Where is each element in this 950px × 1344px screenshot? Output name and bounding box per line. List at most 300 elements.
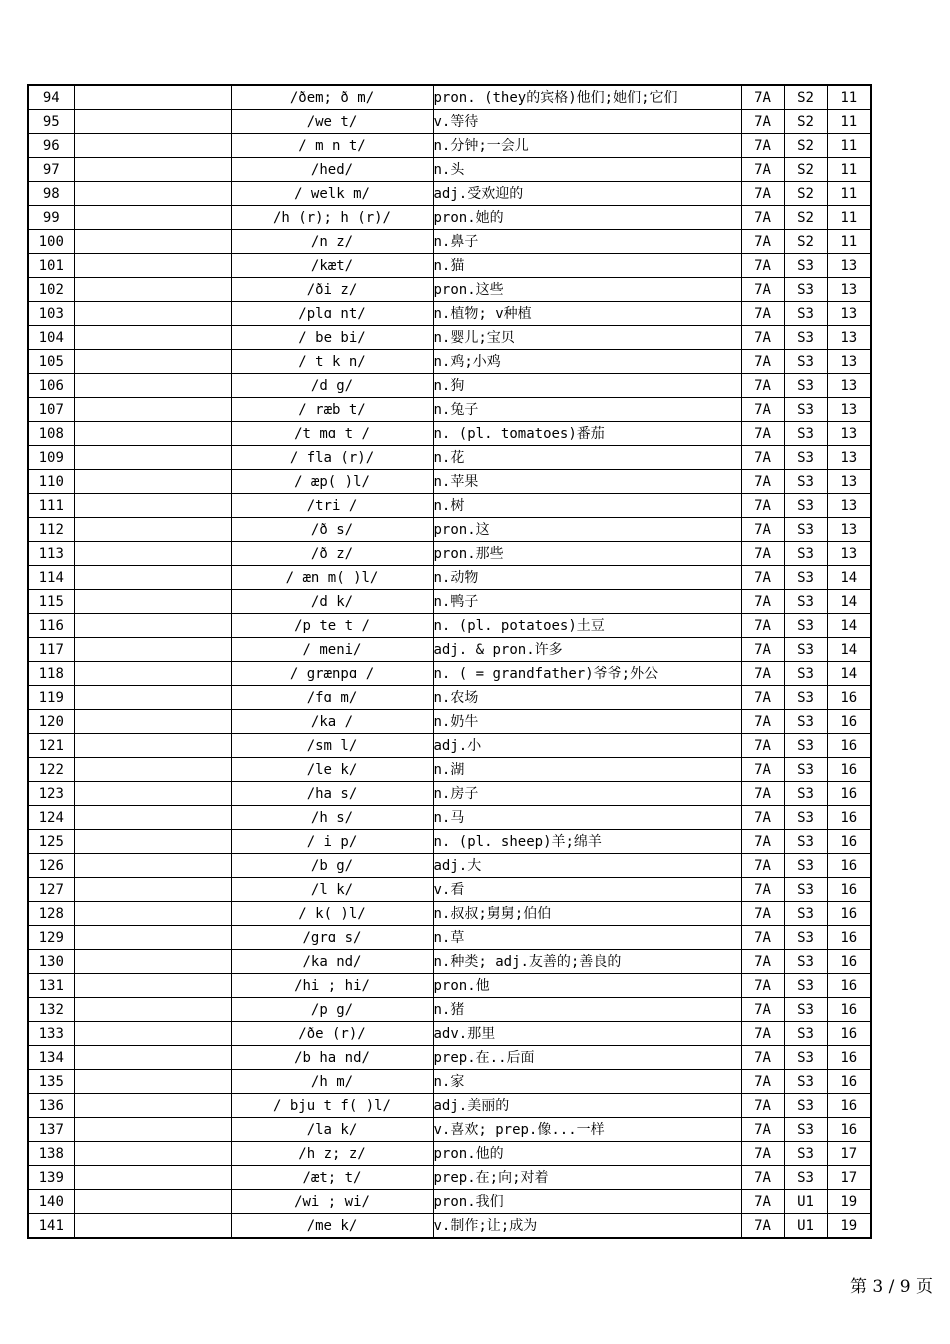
entry-word <box>74 878 231 902</box>
entry-word <box>74 854 231 878</box>
entry-unit: S2 <box>784 158 827 182</box>
entry-page: 16 <box>827 1094 871 1118</box>
entry-word <box>74 302 231 326</box>
entry-page: 16 <box>827 902 871 926</box>
entry-word <box>74 230 231 254</box>
entry-unit: S3 <box>784 398 827 422</box>
table-row <box>28 878 871 902</box>
entry-number: 133 <box>28 1022 74 1046</box>
entry-grade: 7A <box>741 518 784 542</box>
entry-phonetic: /h s/ <box>231 806 433 830</box>
entry-grade: 7A <box>741 206 784 230</box>
entry-unit: S3 <box>784 614 827 638</box>
table-row <box>28 974 871 998</box>
entry-unit: S3 <box>784 974 827 998</box>
table-row <box>28 782 871 806</box>
entry-grade: 7A <box>741 1118 784 1142</box>
entry-number: 134 <box>28 1046 74 1070</box>
entry-number: 110 <box>28 470 74 494</box>
entry-number: 112 <box>28 518 74 542</box>
table-row <box>28 566 871 590</box>
entry-word <box>74 830 231 854</box>
entry-definition: n.分钟;一会儿 <box>433 134 741 158</box>
entry-page: 16 <box>827 998 871 1022</box>
entry-grade: 7A <box>741 302 784 326</box>
table-row <box>28 302 871 326</box>
table-row <box>28 1022 871 1046</box>
entry-unit: S3 <box>784 278 827 302</box>
table-row <box>28 446 871 470</box>
entry-unit: S2 <box>784 230 827 254</box>
entry-definition: n.鸡;小鸡 <box>433 350 741 374</box>
entry-number: 105 <box>28 350 74 374</box>
entry-number: 127 <box>28 878 74 902</box>
entry-page: 13 <box>827 518 871 542</box>
entry-unit: S3 <box>784 662 827 686</box>
entry-definition: n.鸭子 <box>433 590 741 614</box>
entry-definition: pron.他 <box>433 974 741 998</box>
entry-grade: 7A <box>741 1214 784 1239</box>
entry-definition: v.等待 <box>433 110 741 134</box>
entry-phonetic: /h z; z/ <box>231 1142 433 1166</box>
table-row <box>28 182 871 206</box>
entry-definition: n.叔叔;舅舅;伯伯 <box>433 902 741 926</box>
entry-grade: 7A <box>741 1190 784 1214</box>
entry-phonetic: /tri / <box>231 494 433 518</box>
entry-word <box>74 518 231 542</box>
entry-unit: U1 <box>784 1190 827 1214</box>
entry-word <box>74 638 231 662</box>
entry-phonetic: /n z/ <box>231 230 433 254</box>
entry-number: 131 <box>28 974 74 998</box>
entry-unit: S3 <box>784 518 827 542</box>
entry-unit: S3 <box>784 1022 827 1046</box>
entry-unit: S3 <box>784 782 827 806</box>
entry-page: 19 <box>827 1214 871 1239</box>
entry-page: 16 <box>827 758 871 782</box>
table-row <box>28 494 871 518</box>
table-row <box>28 1070 871 1094</box>
entry-phonetic: / æp( )l/ <box>231 470 433 494</box>
entry-page: 11 <box>827 230 871 254</box>
entry-unit: S3 <box>784 758 827 782</box>
entry-phonetic: /fɑ m/ <box>231 686 433 710</box>
entry-page: 16 <box>827 1022 871 1046</box>
entry-number: 125 <box>28 830 74 854</box>
entry-grade: 7A <box>741 134 784 158</box>
entry-definition: n.猫 <box>433 254 741 278</box>
entry-grade: 7A <box>741 1046 784 1070</box>
entry-grade: 7A <box>741 662 784 686</box>
entry-number: 95 <box>28 110 74 134</box>
table-row <box>28 1142 871 1166</box>
entry-word <box>74 422 231 446</box>
entry-phonetic: / i p/ <box>231 830 433 854</box>
entry-phonetic: / grænpɑ / <box>231 662 433 686</box>
entry-definition: n.鼻子 <box>433 230 741 254</box>
entry-phonetic: /l k/ <box>231 878 433 902</box>
vocabulary-sheet <box>27 84 872 1239</box>
entry-grade: 7A <box>741 1070 784 1094</box>
entry-number: 99 <box>28 206 74 230</box>
entry-number: 113 <box>28 542 74 566</box>
entry-definition: pron.这些 <box>433 278 741 302</box>
entry-phonetic: /grɑ s/ <box>231 926 433 950</box>
table-row <box>28 758 871 782</box>
entry-word <box>74 926 231 950</box>
entry-definition: pron. (they的宾格)他们;她们;它们 <box>433 85 741 110</box>
entry-number: 140 <box>28 1190 74 1214</box>
entry-number: 114 <box>28 566 74 590</box>
entry-number: 128 <box>28 902 74 926</box>
entry-unit: S3 <box>784 1094 827 1118</box>
entry-number: 120 <box>28 710 74 734</box>
entry-number: 122 <box>28 758 74 782</box>
entry-phonetic: /d g/ <box>231 374 433 398</box>
entry-phonetic: /we t/ <box>231 110 433 134</box>
entry-phonetic: / m n t/ <box>231 134 433 158</box>
entry-phonetic: / t k n/ <box>231 350 433 374</box>
entry-phonetic: / k( )l/ <box>231 902 433 926</box>
table-row <box>28 1166 871 1190</box>
entry-grade: 7A <box>741 1142 784 1166</box>
entry-number: 107 <box>28 398 74 422</box>
entry-grade: 7A <box>741 374 784 398</box>
entry-page: 13 <box>827 470 871 494</box>
entry-word <box>74 1166 231 1190</box>
entry-page: 16 <box>827 1070 871 1094</box>
entry-word <box>74 1022 231 1046</box>
entry-number: 108 <box>28 422 74 446</box>
entry-word <box>74 974 231 998</box>
table-row <box>28 614 871 638</box>
entry-grade: 7A <box>741 398 784 422</box>
entry-word <box>74 494 231 518</box>
entry-number: 135 <box>28 1070 74 1094</box>
entry-word <box>74 686 231 710</box>
entry-page: 16 <box>827 734 871 758</box>
entry-definition: n.植物; v种植 <box>433 302 741 326</box>
entry-number: 119 <box>28 686 74 710</box>
entry-phonetic: / fla (r)/ <box>231 446 433 470</box>
entry-unit: S3 <box>784 734 827 758</box>
entry-phonetic: / welk m/ <box>231 182 433 206</box>
entry-unit: S3 <box>784 1142 827 1166</box>
entry-phonetic: /æt; t/ <box>231 1166 433 1190</box>
table-row <box>28 662 871 686</box>
entry-grade: 7A <box>741 590 784 614</box>
entry-definition: n.花 <box>433 446 741 470</box>
entry-unit: S3 <box>784 350 827 374</box>
entry-phonetic: /la k/ <box>231 1118 433 1142</box>
entry-definition: pron.我们 <box>433 1190 741 1214</box>
entry-definition: v.看 <box>433 878 741 902</box>
entry-grade: 7A <box>741 758 784 782</box>
table-row <box>28 278 871 302</box>
entry-number: 96 <box>28 134 74 158</box>
entry-phonetic: /ð s/ <box>231 518 433 542</box>
entry-grade: 7A <box>741 734 784 758</box>
entry-number: 132 <box>28 998 74 1022</box>
entry-phonetic: /wi ; wi/ <box>231 1190 433 1214</box>
entry-unit: S3 <box>784 374 827 398</box>
entry-phonetic: /ðe (r)/ <box>231 1022 433 1046</box>
entry-word <box>74 350 231 374</box>
entry-unit: S3 <box>784 326 827 350</box>
entry-word <box>74 158 231 182</box>
entry-definition: n. (pl. sheep)羊;绵羊 <box>433 830 741 854</box>
entry-grade: 7A <box>741 566 784 590</box>
entry-page: 14 <box>827 566 871 590</box>
entry-number: 103 <box>28 302 74 326</box>
entry-number: 129 <box>28 926 74 950</box>
entry-definition: n.兔子 <box>433 398 741 422</box>
entry-number: 124 <box>28 806 74 830</box>
entry-word <box>74 278 231 302</box>
entry-phonetic: /ði z/ <box>231 278 433 302</box>
entry-word <box>74 182 231 206</box>
entry-definition: n.树 <box>433 494 741 518</box>
entry-word <box>74 758 231 782</box>
entry-page: 13 <box>827 302 871 326</box>
entry-page: 13 <box>827 278 871 302</box>
entry-word <box>74 446 231 470</box>
entry-page: 13 <box>827 542 871 566</box>
table-row <box>28 590 871 614</box>
entry-unit: S3 <box>784 806 827 830</box>
entry-phonetic: /ð z/ <box>231 542 433 566</box>
entry-word <box>74 998 231 1022</box>
entry-page: 13 <box>827 446 871 470</box>
entry-grade: 7A <box>741 350 784 374</box>
entry-phonetic: /me k/ <box>231 1214 433 1239</box>
entry-grade: 7A <box>741 998 784 1022</box>
entry-unit: S2 <box>784 206 827 230</box>
entry-definition: n.猪 <box>433 998 741 1022</box>
entry-definition: prep.在;向;对着 <box>433 1166 741 1190</box>
entry-word <box>74 950 231 974</box>
entry-definition: adj. & pron.许多 <box>433 638 741 662</box>
entry-definition: n.马 <box>433 806 741 830</box>
entry-definition: n. ( = grandfather)爷爷;外公 <box>433 662 741 686</box>
entry-unit: S2 <box>784 110 827 134</box>
entry-phonetic: /sm l/ <box>231 734 433 758</box>
entry-word <box>74 374 231 398</box>
entry-grade: 7A <box>741 926 784 950</box>
entry-grade: 7A <box>741 830 784 854</box>
table-row <box>28 1118 871 1142</box>
entry-word <box>74 662 231 686</box>
entry-definition: n.农场 <box>433 686 741 710</box>
entry-page: 19 <box>827 1190 871 1214</box>
table-row <box>28 1190 871 1214</box>
entry-definition: n.奶牛 <box>433 710 741 734</box>
entry-word <box>74 1214 231 1239</box>
entry-phonetic: /le k/ <box>231 758 433 782</box>
entry-page: 16 <box>827 782 871 806</box>
table-row <box>28 998 871 1022</box>
entry-number: 117 <box>28 638 74 662</box>
table-row <box>28 110 871 134</box>
entry-phonetic: /d k/ <box>231 590 433 614</box>
entry-definition: n.草 <box>433 926 741 950</box>
entry-phonetic: /kæt/ <box>231 254 433 278</box>
entry-grade: 7A <box>741 710 784 734</box>
entry-word <box>74 398 231 422</box>
entry-page: 11 <box>827 85 871 110</box>
entry-unit: S3 <box>784 998 827 1022</box>
entry-definition: n.狗 <box>433 374 741 398</box>
entry-word <box>74 326 231 350</box>
table-row <box>28 158 871 182</box>
table-row <box>28 806 871 830</box>
entry-word <box>74 1094 231 1118</box>
entry-phonetic: /h m/ <box>231 1070 433 1094</box>
entry-grade: 7A <box>741 1166 784 1190</box>
entry-definition: adj.美丽的 <box>433 1094 741 1118</box>
entry-definition: n.头 <box>433 158 741 182</box>
table-row <box>28 902 871 926</box>
entry-grade: 7A <box>741 326 784 350</box>
entry-word <box>74 206 231 230</box>
entry-unit: S3 <box>784 1118 827 1142</box>
entry-word <box>74 85 231 110</box>
entry-grade: 7A <box>741 494 784 518</box>
entry-grade: 7A <box>741 230 784 254</box>
entry-page: 16 <box>827 710 871 734</box>
entry-page: 16 <box>827 830 871 854</box>
entry-page: 14 <box>827 638 871 662</box>
entry-page: 14 <box>827 662 871 686</box>
entry-page: 17 <box>827 1166 871 1190</box>
entry-definition: v.制作;让;成为 <box>433 1214 741 1239</box>
entry-definition: pron.那些 <box>433 542 741 566</box>
entry-phonetic: / bju t f( )l/ <box>231 1094 433 1118</box>
entry-unit: S3 <box>784 566 827 590</box>
entry-page: 13 <box>827 398 871 422</box>
entry-grade: 7A <box>741 1022 784 1046</box>
table-row <box>28 422 871 446</box>
entry-phonetic: /h (r); h (r)/ <box>231 206 433 230</box>
entry-page: 13 <box>827 254 871 278</box>
entry-unit: S2 <box>784 85 827 110</box>
entry-grade: 7A <box>741 278 784 302</box>
entry-unit: S3 <box>784 1166 827 1190</box>
entry-page: 16 <box>827 806 871 830</box>
entry-page: 17 <box>827 1142 871 1166</box>
entry-unit: S2 <box>784 134 827 158</box>
table-row <box>28 398 871 422</box>
entry-phonetic: /plɑ nt/ <box>231 302 433 326</box>
table-row <box>28 134 871 158</box>
table-row <box>28 1046 871 1070</box>
entry-grade: 7A <box>741 902 784 926</box>
entry-number: 137 <box>28 1118 74 1142</box>
table-row <box>28 350 871 374</box>
entry-number: 116 <box>28 614 74 638</box>
table-row <box>28 1094 871 1118</box>
entry-definition: adj.受欢迎的 <box>433 182 741 206</box>
entry-phonetic: /hed/ <box>231 158 433 182</box>
entry-number: 130 <box>28 950 74 974</box>
entry-grade: 7A <box>741 470 784 494</box>
entry-phonetic: / æn m( )l/ <box>231 566 433 590</box>
entry-unit: S3 <box>784 1046 827 1070</box>
entry-grade: 7A <box>741 686 784 710</box>
entry-definition: n. (pl. tomatoes)番茄 <box>433 422 741 446</box>
entry-definition: n.动物 <box>433 566 741 590</box>
entry-page: 13 <box>827 326 871 350</box>
entry-page: 11 <box>827 158 871 182</box>
entry-number: 126 <box>28 854 74 878</box>
entry-unit: S3 <box>784 926 827 950</box>
entry-phonetic: / be bi/ <box>231 326 433 350</box>
table-row <box>28 734 871 758</box>
entry-grade: 7A <box>741 422 784 446</box>
entry-word <box>74 566 231 590</box>
entry-phonetic: /b ha nd/ <box>231 1046 433 1070</box>
entry-number: 94 <box>28 85 74 110</box>
entry-grade: 7A <box>741 782 784 806</box>
entry-word <box>74 902 231 926</box>
entry-phonetic: /ðem; ð m/ <box>231 85 433 110</box>
entry-number: 101 <box>28 254 74 278</box>
entry-number: 136 <box>28 1094 74 1118</box>
entry-number: 115 <box>28 590 74 614</box>
entry-definition: n.房子 <box>433 782 741 806</box>
entry-number: 118 <box>28 662 74 686</box>
entry-page: 13 <box>827 422 871 446</box>
table-row <box>28 254 871 278</box>
entry-number: 138 <box>28 1142 74 1166</box>
entry-phonetic: /t mɑ t / <box>231 422 433 446</box>
entry-phonetic: /ka / <box>231 710 433 734</box>
entry-grade: 7A <box>741 85 784 110</box>
table-row <box>28 374 871 398</box>
table-row <box>28 206 871 230</box>
entry-number: 111 <box>28 494 74 518</box>
entry-page: 14 <box>827 590 871 614</box>
table-row <box>28 926 871 950</box>
entry-grade: 7A <box>741 614 784 638</box>
entry-phonetic: /b g/ <box>231 854 433 878</box>
entry-unit: S3 <box>784 686 827 710</box>
entry-grade: 7A <box>741 542 784 566</box>
entry-word <box>74 590 231 614</box>
entry-word <box>74 1190 231 1214</box>
entry-grade: 7A <box>741 974 784 998</box>
entry-grade: 7A <box>741 950 784 974</box>
entry-number: 141 <box>28 1214 74 1239</box>
entry-unit: S3 <box>784 950 827 974</box>
table-row <box>28 230 871 254</box>
entry-page: 11 <box>827 206 871 230</box>
entry-unit: S3 <box>784 422 827 446</box>
entry-phonetic: /hi ; hi/ <box>231 974 433 998</box>
entry-word <box>74 1118 231 1142</box>
entry-definition: n.苹果 <box>433 470 741 494</box>
entry-unit: S3 <box>784 710 827 734</box>
entry-number: 98 <box>28 182 74 206</box>
entry-word <box>74 1070 231 1094</box>
entry-number: 106 <box>28 374 74 398</box>
entry-word <box>74 614 231 638</box>
entry-unit: S3 <box>784 830 827 854</box>
entry-unit: S3 <box>784 1070 827 1094</box>
entry-number: 102 <box>28 278 74 302</box>
table-row <box>28 638 871 662</box>
entry-unit: S3 <box>784 638 827 662</box>
